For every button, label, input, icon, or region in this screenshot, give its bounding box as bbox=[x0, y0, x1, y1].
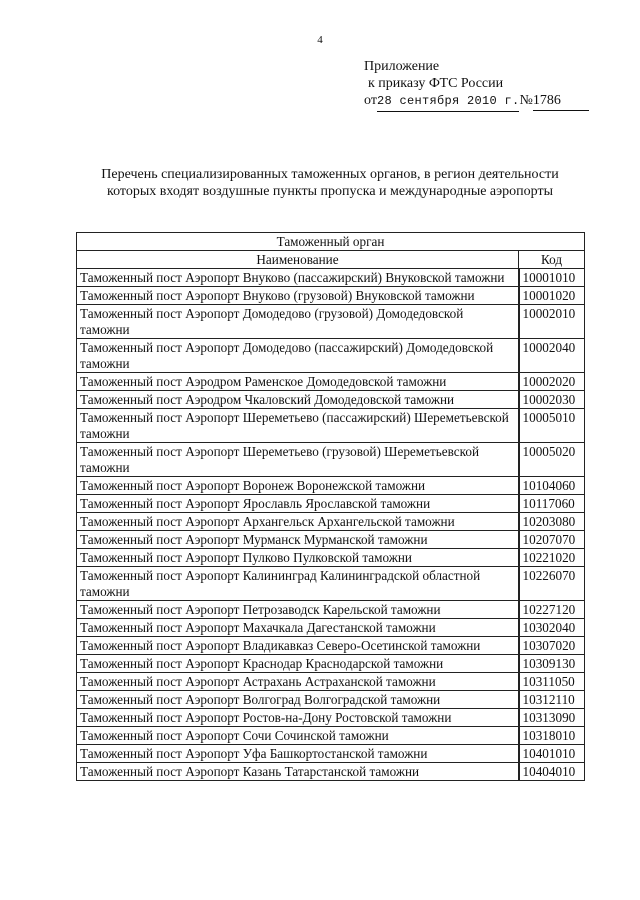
page-number: 4 bbox=[317, 34, 323, 46]
column-header-code: Код bbox=[519, 251, 585, 269]
table-row bbox=[77, 619, 585, 637]
appendix-order-ref: к приказу ФТС России bbox=[368, 76, 504, 91]
table-row bbox=[77, 709, 585, 727]
table-row bbox=[77, 287, 585, 305]
table-row bbox=[77, 531, 585, 549]
post-name: Таможенный пост Аэропорт Домодедово (пассажирский) Домодедовской таможни bbox=[77, 339, 519, 373]
post-code: 10309130 bbox=[519, 655, 585, 673]
post-code: 10005020 bbox=[519, 443, 585, 477]
post-name: Таможенный пост Аэропорт Калининград Калининградской областной таможни bbox=[77, 567, 519, 601]
post-name: Таможенный пост Аэропорт Шереметьево (пассажирский) Шереметьевской таможни bbox=[77, 409, 519, 443]
table-row bbox=[77, 513, 585, 531]
table-row bbox=[77, 495, 585, 513]
table-row bbox=[77, 269, 585, 287]
table-row bbox=[77, 443, 585, 477]
post-name: Таможенный пост Аэродром Чкаловский Домодедовской таможни bbox=[77, 391, 519, 409]
document-title bbox=[70, 166, 590, 200]
table-row bbox=[77, 409, 585, 443]
post-name: Таможенный пост Аэропорт Махачкала Дагестанской таможни bbox=[77, 619, 519, 637]
post-name: Таможенный пост Аэропорт Ростов-на-Дону Ростовской таможни bbox=[77, 709, 519, 727]
customs-posts-table bbox=[76, 232, 585, 781]
post-code: 10307020 bbox=[519, 637, 585, 655]
appendix-date-line bbox=[364, 92, 589, 112]
post-code: 10002010 bbox=[519, 305, 585, 339]
table-row bbox=[77, 727, 585, 745]
post-code: 10005010 bbox=[519, 409, 585, 443]
table-row bbox=[77, 373, 585, 391]
post-name: Таможенный пост Аэропорт Мурманск Мурманской таможни bbox=[77, 531, 519, 549]
table-row bbox=[77, 691, 585, 709]
post-name: Таможенный пост Аэропорт Пулково Пулковской таможни bbox=[77, 549, 519, 567]
post-code: 10226070 bbox=[519, 567, 585, 601]
title-line-1: Перечень специализированных таможенных органов, в регион деятельности bbox=[101, 167, 559, 182]
table-row bbox=[77, 673, 585, 691]
post-name: Таможенный пост Аэропорт Астрахань Астраханской таможни bbox=[77, 673, 519, 691]
post-code: 10001020 bbox=[519, 287, 585, 305]
order-date: 28 сентября 2010 г. bbox=[377, 93, 520, 112]
post-name: Таможенный пост Аэропорт Внуково (пассажирский) Внуковской таможни bbox=[77, 269, 519, 287]
post-code: 10404010 bbox=[519, 763, 585, 781]
order-number: 1786 bbox=[533, 92, 589, 111]
table-row bbox=[77, 567, 585, 601]
post-name: Таможенный пост Аэропорт Владикавказ Северо-Осетинской таможни bbox=[77, 637, 519, 655]
table-row bbox=[77, 637, 585, 655]
table-row bbox=[77, 477, 585, 495]
post-code: 10302040 bbox=[519, 619, 585, 637]
appendix-title: Приложение bbox=[364, 59, 440, 74]
post-code: 10002040 bbox=[519, 339, 585, 373]
post-name: Таможенный пост Аэропорт Казань Татарстанской таможни bbox=[77, 763, 519, 781]
post-code: 10313090 bbox=[519, 709, 585, 727]
post-code: 10117060 bbox=[519, 495, 585, 513]
post-name: Таможенный пост Аэропорт Архангельск Архангельской таможни bbox=[77, 513, 519, 531]
post-code: 10221020 bbox=[519, 549, 585, 567]
table-row bbox=[77, 655, 585, 673]
post-code: 10227120 bbox=[519, 601, 585, 619]
post-code: 10311050 bbox=[519, 673, 585, 691]
table-row bbox=[77, 763, 585, 781]
column-header-name: Наименование bbox=[77, 251, 519, 269]
table-group-header: Таможенный орган bbox=[77, 233, 585, 251]
post-name: Таможенный пост Аэропорт Краснодар Краснодарской таможни bbox=[77, 655, 519, 673]
post-name: Таможенный пост Аэродром Раменское Домодедовской таможни bbox=[77, 373, 519, 391]
table-row bbox=[77, 549, 585, 567]
table-row bbox=[77, 339, 585, 373]
post-code: 10401010 bbox=[519, 745, 585, 763]
post-name: Таможенный пост Аэропорт Петрозаводск Карельской таможни bbox=[77, 601, 519, 619]
post-name: Таможенный пост Аэропорт Ярославль Ярославской таможни bbox=[77, 495, 519, 513]
date-prefix: от bbox=[364, 93, 377, 108]
post-code: 10104060 bbox=[519, 477, 585, 495]
post-code: 10207070 bbox=[519, 531, 585, 549]
post-name: Таможенный пост Аэропорт Домодедово (грузовой) Домодедовской таможни bbox=[77, 305, 519, 339]
number-sign: № bbox=[519, 93, 533, 108]
table-row bbox=[77, 305, 585, 339]
post-name: Таможенный пост Аэропорт Волгоград Волгоградской таможни bbox=[77, 691, 519, 709]
post-name: Таможенный пост Аэропорт Сочи Сочинской таможни bbox=[77, 727, 519, 745]
appendix-block bbox=[364, 58, 589, 112]
post-code: 10001010 bbox=[519, 269, 585, 287]
table-row bbox=[77, 745, 585, 763]
post-name: Таможенный пост Аэропорт Воронеж Воронежской таможни bbox=[77, 477, 519, 495]
table-row bbox=[77, 391, 585, 409]
post-code: 10318010 bbox=[519, 727, 585, 745]
post-code: 10002030 bbox=[519, 391, 585, 409]
post-code: 10312110 bbox=[519, 691, 585, 709]
table-row bbox=[77, 601, 585, 619]
post-code: 10203080 bbox=[519, 513, 585, 531]
title-line-2: которых входят воздушные пункты пропуска и международные аэропорты bbox=[107, 184, 553, 199]
post-name: Таможенный пост Аэропорт Шереметьево (грузовой) Шереметьевской таможни bbox=[77, 443, 519, 477]
post-name: Таможенный пост Аэропорт Уфа Башкортостанской таможни bbox=[77, 745, 519, 763]
post-code: 10002020 bbox=[519, 373, 585, 391]
post-name: Таможенный пост Аэропорт Внуково (грузовой) Внуковской таможни bbox=[77, 287, 519, 305]
